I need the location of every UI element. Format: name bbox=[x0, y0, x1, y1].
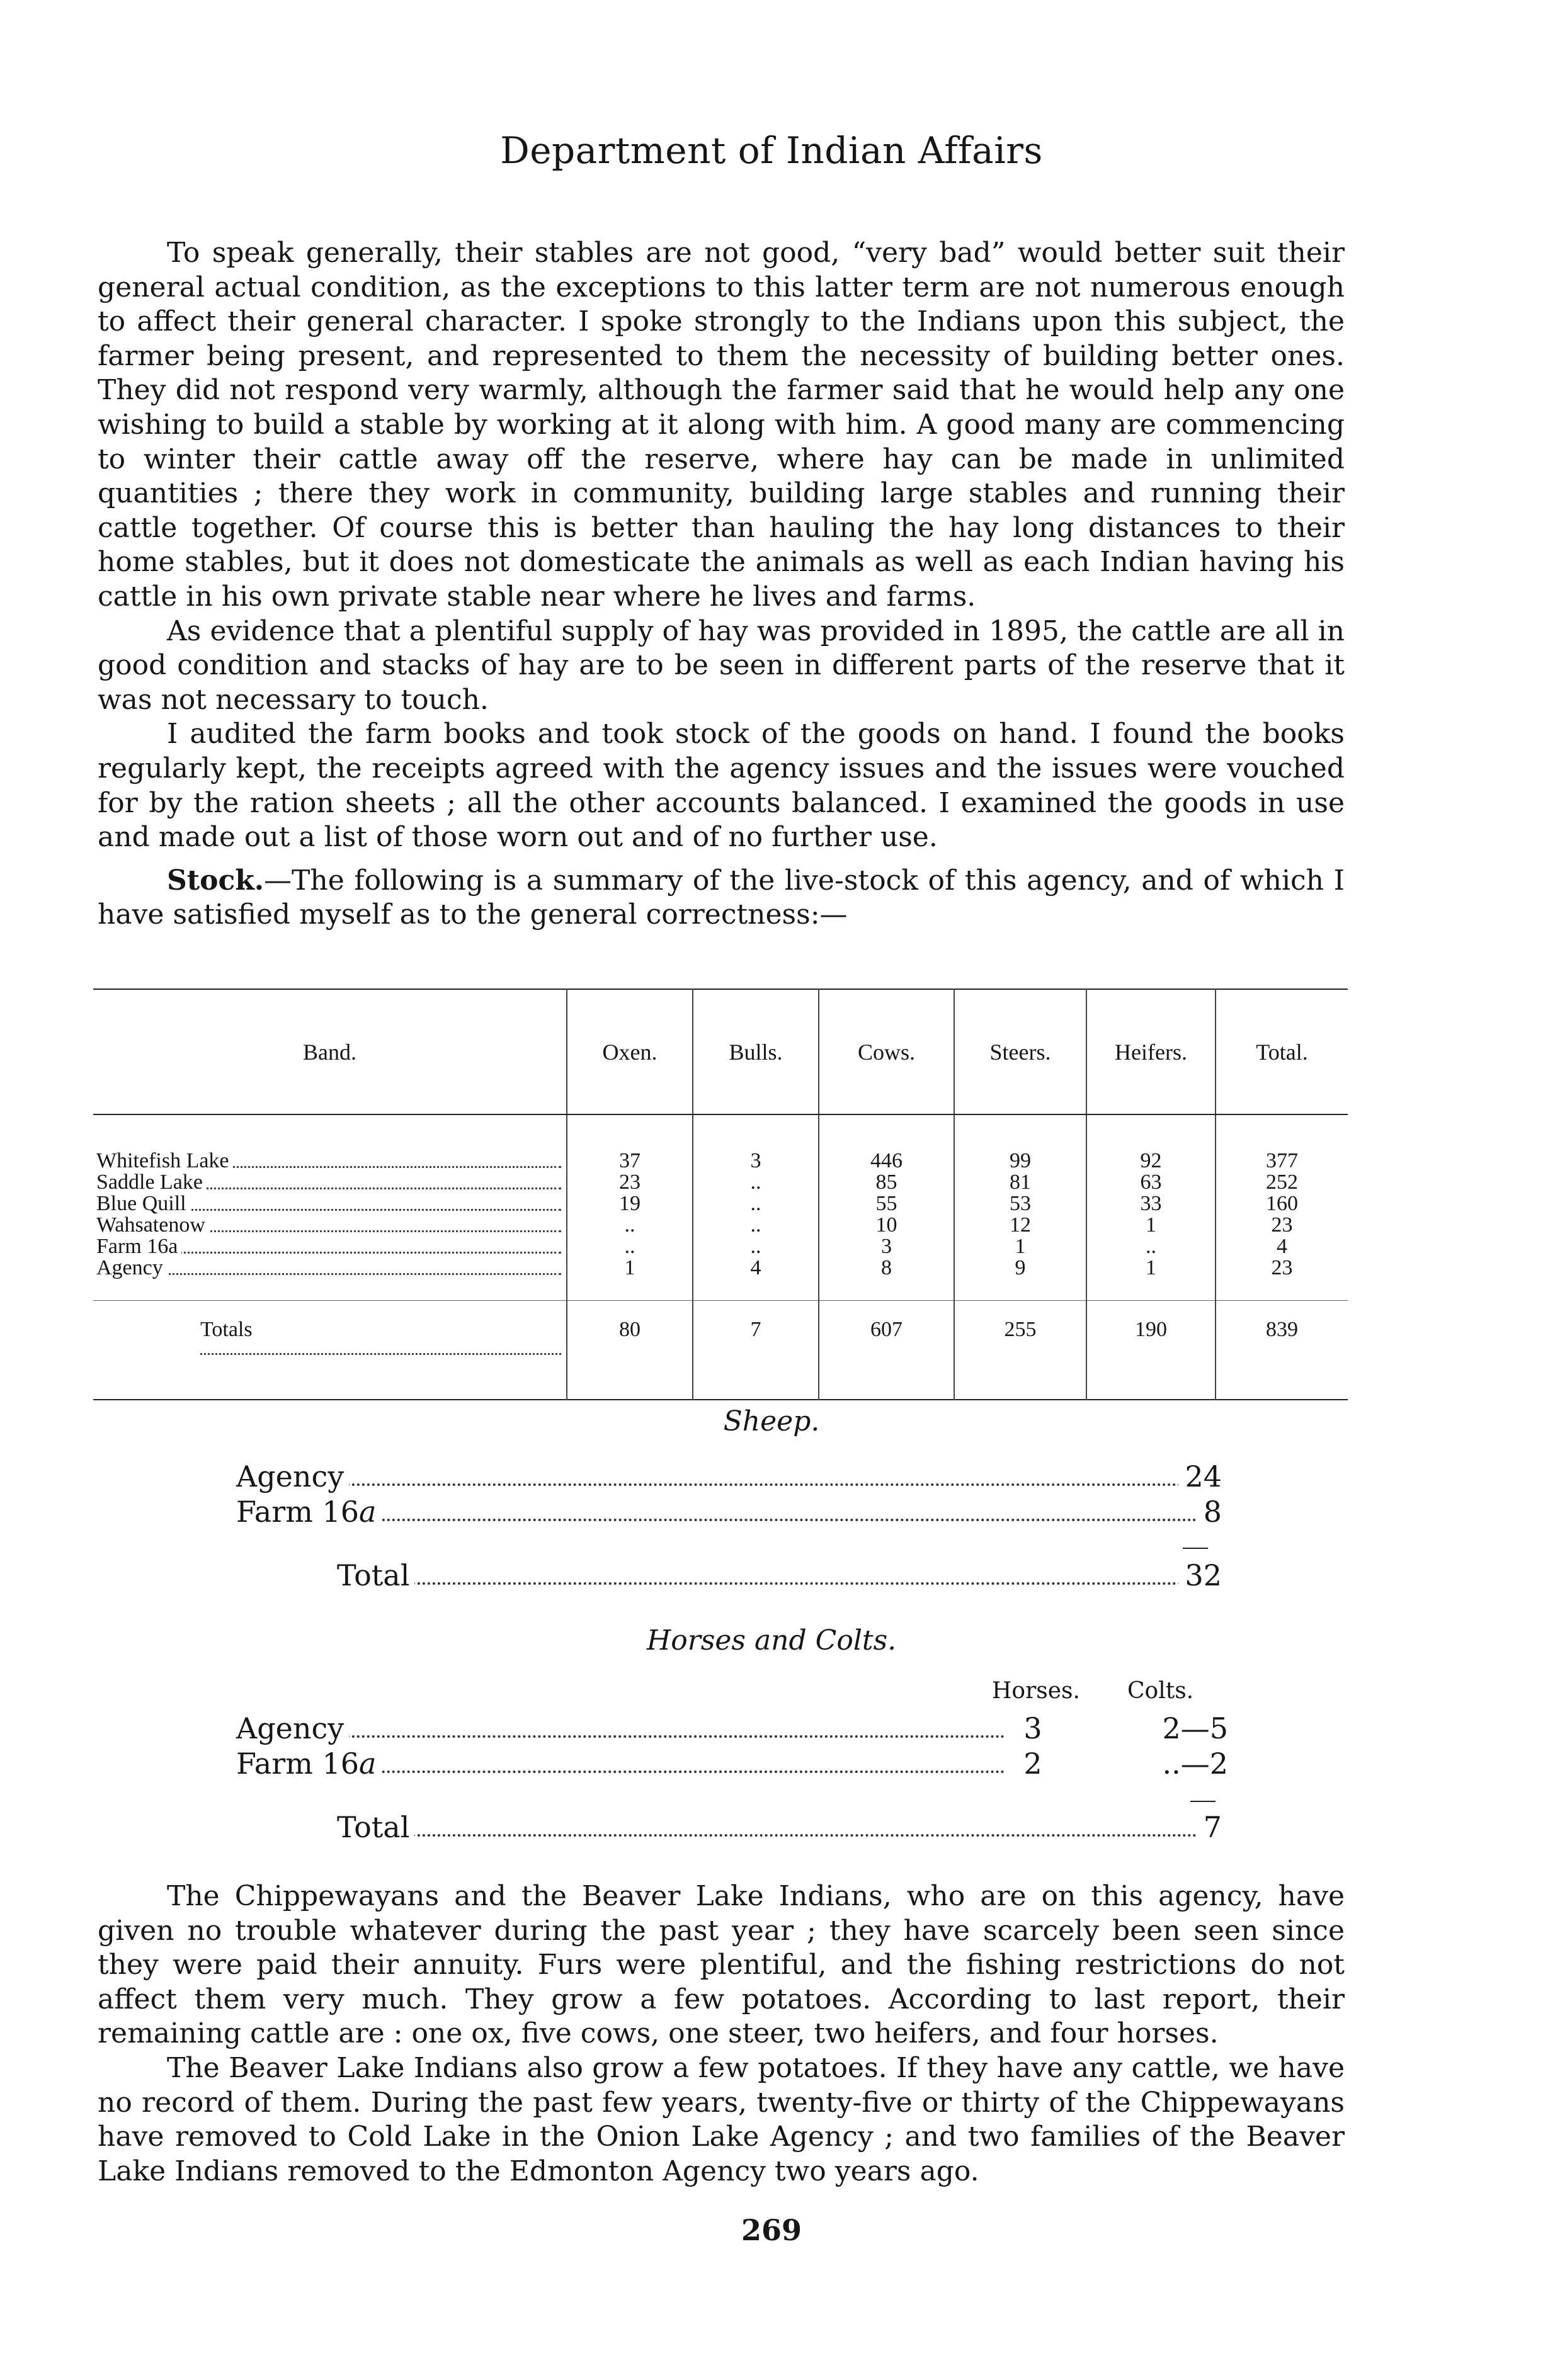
table-cell: 8 bbox=[819, 1257, 954, 1279]
header-total: Total. bbox=[1216, 989, 1348, 1114]
grand-total: 839 bbox=[1216, 1301, 1348, 1359]
stock-lead: Stock. bbox=[167, 864, 265, 897]
table-header-row bbox=[93, 989, 1348, 1114]
table-cell: 55 bbox=[819, 1193, 954, 1215]
horses-row-farm bbox=[236, 1747, 1228, 1781]
paragraph-audit: I audited the farm books and took stock of the goods on hand. I found the books regularly kept, the receipts agreed with the agency issues and the issues were vouched for by the ration sheets ; all the other accounts balanced. I examined the goods in use and made out a list of those worn out and of no further use. bbox=[98, 718, 1345, 854]
table-row bbox=[93, 1193, 1348, 1215]
total-steers: 255 bbox=[954, 1301, 1086, 1359]
paragraph-stock bbox=[98, 864, 1345, 932]
header-band: Band. bbox=[93, 989, 567, 1114]
table-cell: 23 bbox=[1216, 1257, 1348, 1279]
totals-label: Totals bbox=[200, 1318, 256, 1341]
paragraph-stables: To speak generally, their stables are not good, “very bad” would better suit their general actual condition, as the exceptions to this latter term are not numerous enough to affect their general character. I spoke strongly to the Indians upon this subject, the farmer being present, and represented to them the necessity of building better ones. They did not respond very warmly, although the farmer said that he would help any one wishing to build a stable by working at it along with him. A good many are commencing to winter their cattle away off the reserve, where hay can be made in unlimited quantities ; there they work in community, building large stables and running their cattle together. Of course this is better than hauling the hay long distances to their home stables, but it does not domesticate the animals as well as each Indian having his cattle in his own private stable near where he lives and farms. bbox=[98, 237, 1345, 613]
table-spacer bbox=[93, 1114, 1348, 1150]
colts-count: ..—2 bbox=[1127, 1747, 1228, 1781]
table-cell: 1 bbox=[1086, 1257, 1216, 1279]
table-spacer bbox=[93, 1359, 1348, 1400]
band-name: Blue Quill bbox=[96, 1193, 190, 1215]
horses-count: 3 bbox=[1014, 1711, 1052, 1745]
table-cell: 252 bbox=[1216, 1172, 1348, 1193]
table-cell: 3 bbox=[819, 1236, 954, 1257]
table-cell: .. bbox=[693, 1193, 819, 1215]
livestock-table bbox=[93, 989, 1348, 1400]
stock-intro-text: —The following is a summary of the live-stock of this agency, and of which I have satisfied myself as to the general correctness:— bbox=[98, 864, 1345, 931]
col-head-horses: Horses. bbox=[992, 1678, 1080, 1704]
header-cows: Cows. bbox=[819, 989, 954, 1114]
table-cell: 92 bbox=[1086, 1150, 1216, 1172]
sheep-value: 8 bbox=[1197, 1495, 1222, 1529]
header-oxen: Oxen. bbox=[567, 989, 693, 1114]
table-cell: 1 bbox=[954, 1236, 1086, 1257]
table-cell: 63 bbox=[1086, 1172, 1216, 1193]
table-cell: 1 bbox=[567, 1257, 693, 1279]
sheep-total-label: Total bbox=[337, 1558, 414, 1592]
sheep-sum-rule bbox=[1183, 1548, 1208, 1549]
sheep-heading: Sheep. bbox=[723, 1405, 820, 1437]
band-name: Farm 16a bbox=[96, 1236, 181, 1257]
paragraph-hay: As evidence that a plentiful supply of hay was provided in 1895, the cattle are all in good condition and stacks of hay are to be seen in different parts of the reserve that it was not necessary to touch. bbox=[98, 615, 1345, 716]
table-spacer bbox=[93, 1279, 1348, 1301]
table-cell: 4 bbox=[693, 1257, 819, 1279]
paragraph-chippewayans: The Chippewayans and the Beaver Lake Indians, who are on this agency, have given no trouble whatever during the past year ; they have scarcely been seen since they were paid their annuity. Furs were plentiful, and the fishing restrictions do not affect them very much. They grow a few potatoes. According to last report, their remaining cattle are : one ox, five cows, one steer, two heifers, and four horses. bbox=[98, 1880, 1345, 2050]
total-bulls: 7 bbox=[693, 1301, 819, 1359]
horses-label: Farm 16a bbox=[236, 1747, 381, 1781]
header-bulls: Bulls. bbox=[693, 989, 819, 1114]
table-row bbox=[93, 1215, 1348, 1236]
table-cell: 85 bbox=[819, 1172, 954, 1193]
table-cell: 23 bbox=[1216, 1215, 1348, 1236]
table-row bbox=[93, 1236, 1348, 1257]
horses-total-value: 7 bbox=[1197, 1810, 1222, 1844]
table-row bbox=[93, 1257, 1348, 1279]
table-cell: 3 bbox=[693, 1150, 819, 1172]
band-name: Agency bbox=[96, 1257, 167, 1279]
table-cell: .. bbox=[693, 1215, 819, 1236]
horses-count: 2 bbox=[1014, 1747, 1052, 1781]
sheep-label: Farm 16a bbox=[236, 1495, 381, 1529]
table-cell: .. bbox=[693, 1172, 819, 1193]
sheep-total-value: 32 bbox=[1178, 1558, 1222, 1592]
table-row bbox=[93, 1172, 1348, 1193]
sheep-row-agency bbox=[236, 1459, 1222, 1493]
header-heifers: Heifers. bbox=[1086, 989, 1216, 1114]
horses-total-label: Total bbox=[337, 1810, 414, 1844]
table-cell: 377 bbox=[1216, 1150, 1348, 1172]
sheep-label: Agency bbox=[236, 1459, 349, 1493]
table-cell: .. bbox=[693, 1236, 819, 1257]
sheep-row-farm bbox=[236, 1495, 1222, 1529]
band-name: Wahsatenow bbox=[96, 1215, 209, 1236]
horses-heading: Horses and Colts. bbox=[646, 1624, 897, 1657]
band-name: Saddle Lake bbox=[96, 1172, 207, 1193]
table-cell: 12 bbox=[954, 1215, 1086, 1236]
total-cows: 607 bbox=[819, 1301, 954, 1359]
page-title: Department of Indian Affairs bbox=[500, 129, 1043, 172]
header-steers: Steers. bbox=[954, 989, 1086, 1114]
table-cell: 10 bbox=[819, 1215, 954, 1236]
table-cell: 23 bbox=[567, 1172, 693, 1193]
band-name: Whitefish Lake bbox=[96, 1150, 233, 1172]
table-row bbox=[93, 1150, 1348, 1172]
table-cell: .. bbox=[1086, 1236, 1216, 1257]
table-cell: 37 bbox=[567, 1150, 693, 1172]
table-cell: 160 bbox=[1216, 1193, 1348, 1215]
horses-sum-rule bbox=[1190, 1801, 1216, 1802]
body-text-top bbox=[98, 236, 1345, 932]
table-cell: 81 bbox=[954, 1172, 1086, 1193]
table-cell: 1 bbox=[1086, 1215, 1216, 1236]
sheep-row-total bbox=[337, 1558, 1222, 1592]
col-head-colts: Colts. bbox=[1127, 1678, 1194, 1704]
page-number: 269 bbox=[741, 2213, 802, 2247]
table-cell: 53 bbox=[954, 1193, 1086, 1215]
horses-label: Agency bbox=[236, 1711, 349, 1745]
total-oxen: 80 bbox=[567, 1301, 693, 1359]
table-cell: .. bbox=[567, 1215, 693, 1236]
horses-row-total bbox=[337, 1810, 1222, 1844]
table-cell: 9 bbox=[954, 1257, 1086, 1279]
horses-row-agency bbox=[236, 1711, 1228, 1745]
paragraph-beaver-lake: The Beaver Lake Indians also grow a few potatoes. If they have any cattle, we have no record of them. During the past few years, twenty-five or thirty of the Chippewayans have removed to Cold Lake in the Onion Lake Agency ; and two families of the Beaver Lake Indians removed to the Edmonton Agency two years ago. bbox=[98, 2051, 1345, 2187]
sheep-value: 24 bbox=[1178, 1459, 1222, 1493]
table-cell: 19 bbox=[567, 1193, 693, 1215]
table-cell: 99 bbox=[954, 1150, 1086, 1172]
table-cell: .. bbox=[567, 1236, 693, 1257]
colts-count: 2—5 bbox=[1127, 1711, 1228, 1745]
body-text-bottom bbox=[98, 1879, 1345, 2189]
table-cell: 33 bbox=[1086, 1193, 1216, 1215]
table-cell: 4 bbox=[1216, 1236, 1348, 1257]
table-cell: 446 bbox=[819, 1150, 954, 1172]
totals-row bbox=[93, 1301, 1348, 1359]
total-heifers: 190 bbox=[1086, 1301, 1216, 1359]
